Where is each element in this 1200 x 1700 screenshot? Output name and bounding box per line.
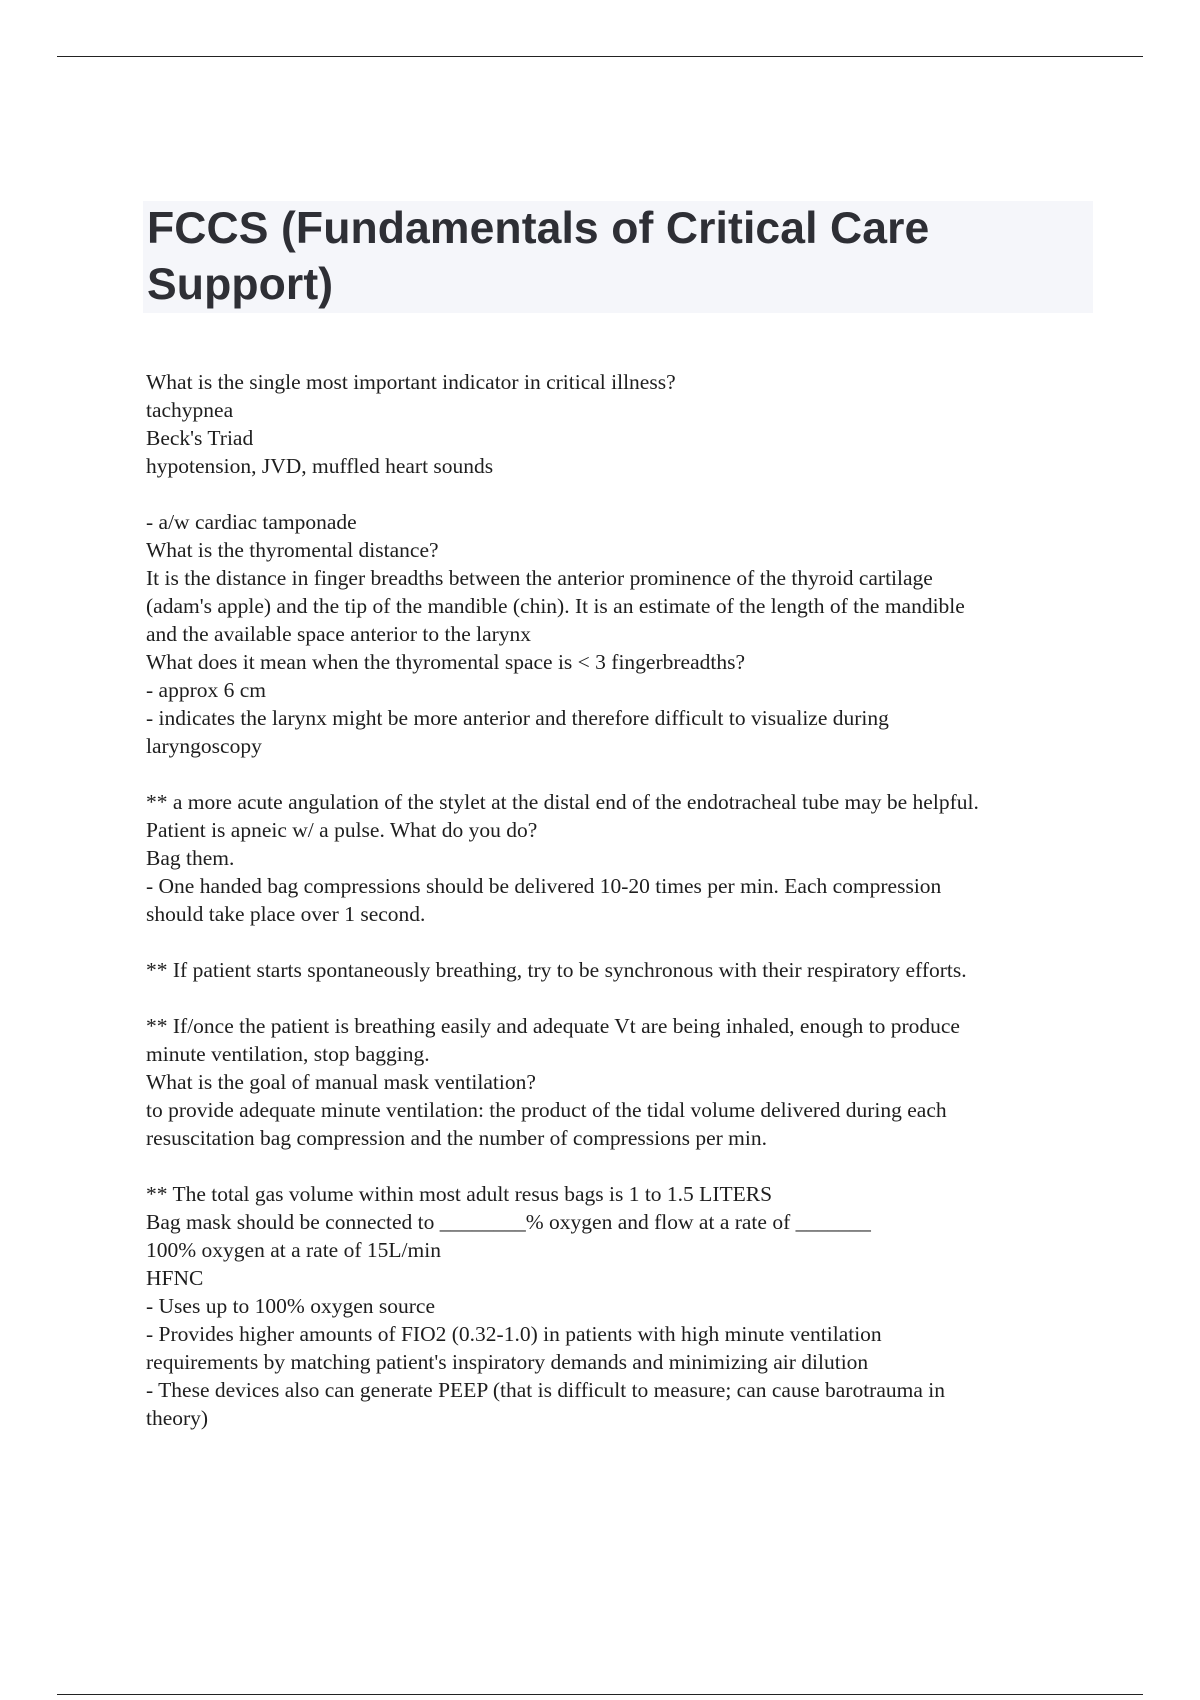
text-line: What does it mean when the thyromental space is < 3 fingerbreadths?: [146, 650, 745, 674]
text-line: HFNC: [146, 1266, 204, 1290]
text-line: Beck's Triad: [146, 426, 254, 450]
text-line: ** If patient starts spontaneously breathing, try to be synchronous with their respiratory efforts.: [146, 958, 967, 982]
text-line: What is the single most important indicator in critical illness?: [146, 370, 676, 394]
text-line: - One handed bag compressions should be delivered 10-20 times per min. Each compression: [146, 874, 942, 898]
text-line: (adam's apple) and the tip of the mandible (chin). It is an estimate of the length of the mandible: [146, 594, 965, 618]
title-banner: [143, 201, 1093, 313]
text-line: What is the goal of manual mask ventilation?: [146, 1070, 536, 1094]
text-line: What is the thyromental distance?: [146, 538, 439, 562]
text-line: - indicates the larynx might be more anterior and therefore difficult to visualize during: [146, 706, 889, 730]
blank-line: [146, 1152, 1146, 1180]
text-line: and the available space anterior to the larynx: [146, 622, 532, 646]
page-title: FCCS (Fundamentals of Critical Care Support): [147, 204, 930, 309]
text-line: Patient is apneic w/ a pulse. What do you do?: [146, 818, 538, 842]
text-line: 100% oxygen at a rate of 15L/min: [146, 1238, 441, 1262]
text-line: hypotension, JVD, muffled heart sounds: [146, 454, 494, 478]
text-line: ** The total gas volume within most adult resus bags is 1 to 1.5 LITERS: [146, 1182, 773, 1206]
text-line: - Provides higher amounts of FIO2 (0.32-1.0) in patients with high minute ventilation: [146, 1322, 882, 1346]
text-line: - a/w cardiac tamponade: [146, 510, 357, 534]
blank-line: [146, 760, 1146, 788]
blank-line: [146, 480, 1146, 508]
text-line: Bag mask should be connected to ________% oxygen and flow at a rate of _______: [146, 1210, 871, 1234]
text-line: laryngoscopy: [146, 734, 262, 758]
text-line: - approx 6 cm: [146, 678, 267, 702]
text-line: ** a more acute angulation of the stylet at the distal end of the endotracheal tube may be helpful.: [146, 790, 979, 814]
document-body: [146, 368, 1146, 1432]
text-line: requirements by matching patient's inspiratory demands and minimizing air dilution: [146, 1350, 869, 1374]
text-line: Bag them.: [146, 846, 235, 870]
text-line: resuscitation bag compression and the number of compressions per min.: [146, 1126, 767, 1150]
text-line: ** If/once the patient is breathing easily and adequate Vt are being inhaled, enough to produce: [146, 1014, 960, 1038]
blank-line: [146, 984, 1146, 1012]
text-line: It is the distance in finger breadths between the anterior prominence of the thyroid cartilage: [146, 566, 933, 590]
text-line: - Uses up to 100% oxygen source: [146, 1294, 436, 1318]
text-line: to provide adequate minute ventilation: the product of the tidal volume delivered during each: [146, 1098, 947, 1122]
text-line: minute ventilation, stop bagging.: [146, 1042, 430, 1066]
bottom-divider: [57, 1694, 1143, 1695]
top-divider: [57, 56, 1143, 57]
text-line: - These devices also can generate PEEP (that is difficult to measure; can cause barotrauma in: [146, 1378, 945, 1402]
text-line: theory): [146, 1406, 209, 1430]
text-line: should take place over 1 second.: [146, 902, 426, 926]
text-line: tachypnea: [146, 398, 234, 422]
blank-line: [146, 928, 1146, 956]
